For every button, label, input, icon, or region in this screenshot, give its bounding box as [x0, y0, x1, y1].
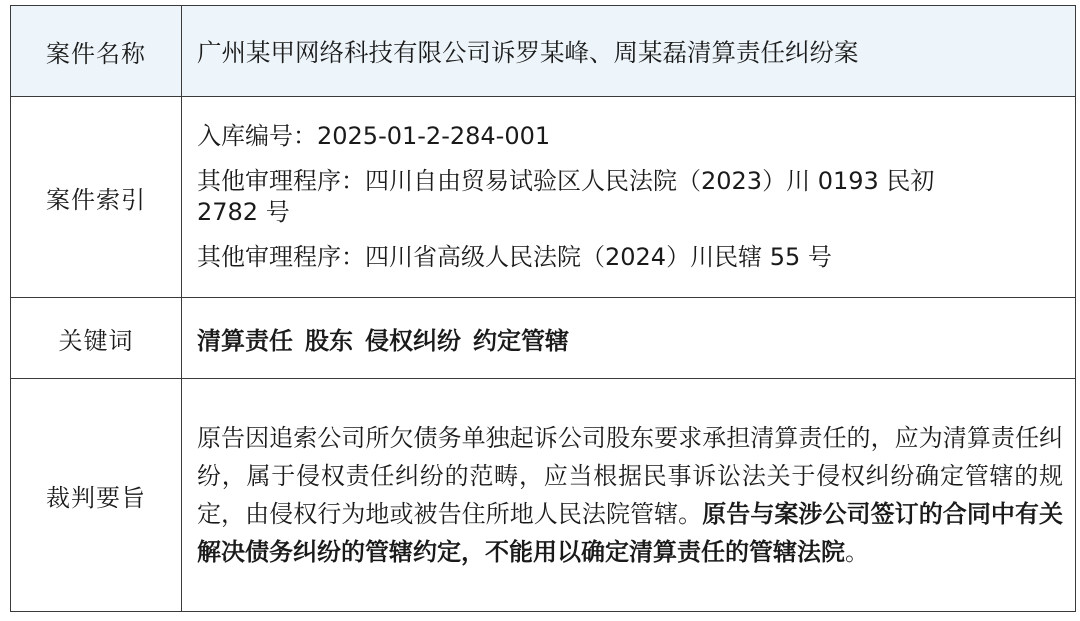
index-entry-jurisdiction: 其他审理程序：四川省高级人民法院（2024）川民辖 55 号: [197, 243, 832, 271]
gist-tail-text: 。: [845, 538, 869, 566]
index-entry-first-instance-cont: 2782 号: [197, 198, 290, 226]
keyword: 侵权纠纷: [365, 326, 461, 355]
gist-bold-text: 原告与案涉公司签订的合同中有关解决债务纠纷的管辖约定，不能用以确定清算责任的管辖法院: [197, 500, 1064, 566]
keywords-label: 关键词: [11, 298, 182, 379]
index-entry-number: 入库编号：2025-01-2-284-001: [197, 122, 551, 150]
gist-value: [182, 379, 1076, 612]
case-index-value: [182, 97, 1076, 298]
case-index-row: [11, 97, 1076, 298]
keywords-row: [11, 298, 1076, 379]
gist-row: [11, 379, 1076, 612]
keyword: 清算责任: [197, 326, 293, 355]
case-index-label: 案件索引: [11, 97, 182, 298]
case-info-table: [10, 5, 1076, 612]
keyword: 股东: [305, 326, 353, 355]
gist-label: 裁判要旨: [11, 379, 182, 612]
index-entry-first-instance: 其他审理程序：四川自由贸易试验区人民法院（2023）川 0193 民初: [197, 167, 935, 195]
case-name-value: 广州某甲网络科技有限公司诉罗某峰、周某磊清算责任纠纷案: [182, 6, 1076, 97]
case-name-label: 案件名称: [11, 6, 182, 97]
case-name-row: [11, 6, 1076, 97]
keyword: 约定管辖: [473, 326, 569, 355]
gist-normal-text: 原告因追索公司所欠债务单独起诉公司股东要求承担清算责任的，应为清算责任纠纷，属于侵权责任纠纷的范畴，应当根据民事诉讼法关于侵权纠纷确定管辖的规定，由侵权行为地或被告住所地人民法院管辖。: [197, 424, 1063, 528]
keywords-value: [182, 298, 1076, 379]
